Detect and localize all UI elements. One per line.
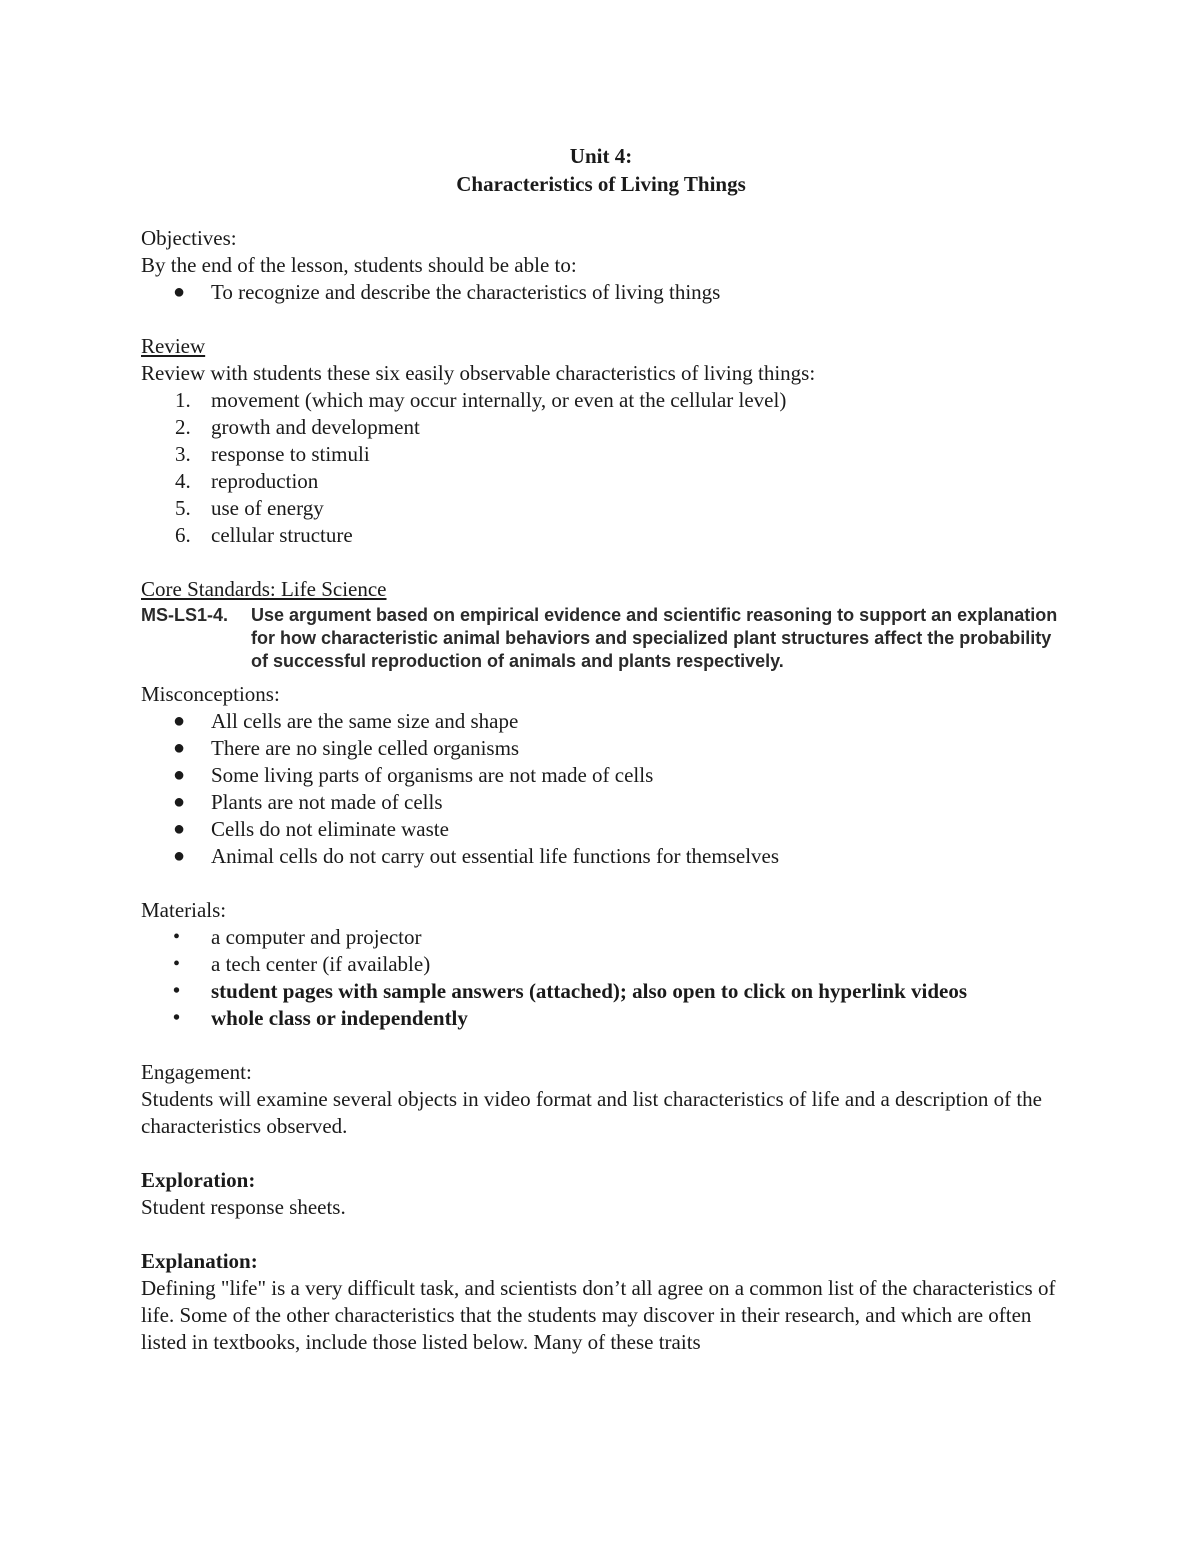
engagement-text: Students will examine several objects in video format and list characteristics of life and a description of the characteristics observed. [141,1087,1042,1138]
list-item: 5. use of energy [175,496,324,520]
list-item: 6. cellular structure [175,523,353,547]
list-item: ● Cells do not eliminate waste [173,817,449,841]
bullet-icon: ● [173,281,186,303]
engagement-heading: Engagement: [141,1060,252,1084]
materials-list [141,924,1061,1032]
list-item: • whole class or independently [173,1006,468,1030]
bullet-icon: ● [173,710,186,732]
objectives-list [141,279,1061,306]
standard-text: Use argument based on empirical evidence and scientific reasoning to support an explanation for how characteristic animal behaviors and specialized plant structures affect the probability of successful reproduction of animals and plants respectively. [251,605,1058,671]
list-item: ● Some living parts of organisms are not made of cells [173,763,654,787]
list-item: ● All cells are the same size and shape [173,709,519,733]
document-page [141,142,1061,1356]
standards-heading: Core Standards: Life Science [141,577,387,601]
bullet-icon: • [173,953,181,975]
bullet-icon: • [173,926,181,948]
explanation-text: Defining "life" is a very difficult task, and scientists don’t all agree on a common list of the characteristics of life. Some of the other characteristics that the students may discover in their research, and which are often listed in textbooks, include those listed below. Many of these traits [141,1276,1056,1354]
bullet-icon: ● [173,791,186,813]
objectives-heading: Objectives: [141,226,237,250]
standard-code: MS-LS1-4. [141,605,229,625]
explanation-heading: Explanation: [141,1249,258,1273]
unit-title: Unit 4: [569,144,633,168]
bullet-icon: ● [173,764,186,786]
list-item: ● To recognize and describe the characteristics of living things [173,280,721,304]
list-item: • a tech center (if available) [173,952,431,976]
list-item: ● Animal cells do not carry out essential life functions for themselves [173,844,780,868]
list-item: 1. movement (which may occur internally, or even at the cellular level) [175,388,787,412]
misconceptions-heading: Misconceptions: [141,682,280,706]
list-item: • a computer and projector [173,925,422,949]
unit-subtitle: Characteristics of Living Things [456,172,746,196]
bullet-icon: • [173,980,181,1002]
standard-row [141,604,1061,673]
exploration-text: Student response sheets. [141,1195,346,1219]
list-item: • student pages with sample answers (attached); also open to click on hyperlink videos [173,979,968,1003]
bullet-icon: ● [173,818,186,840]
list-item: 2. growth and development [175,415,420,439]
misconceptions-list [141,708,1061,870]
bullet-icon: • [173,1007,181,1029]
review-list [141,387,1061,549]
bullet-icon: ● [173,845,186,867]
bullet-icon: ● [173,737,186,759]
objectives-intro: By the end of the lesson, students should be able to: [141,253,577,277]
list-item: 4. reproduction [175,469,319,493]
review-heading: Review [141,334,206,358]
review-intro: Review with students these six easily observable characteristics of living things: [141,361,816,385]
list-item: ● There are no single celled organisms [173,736,520,760]
exploration-heading: Exploration: [141,1168,256,1192]
list-item: ● Plants are not made of cells [173,790,443,814]
list-item: 3. response to stimuli [175,442,370,466]
materials-heading: Materials: [141,898,227,922]
